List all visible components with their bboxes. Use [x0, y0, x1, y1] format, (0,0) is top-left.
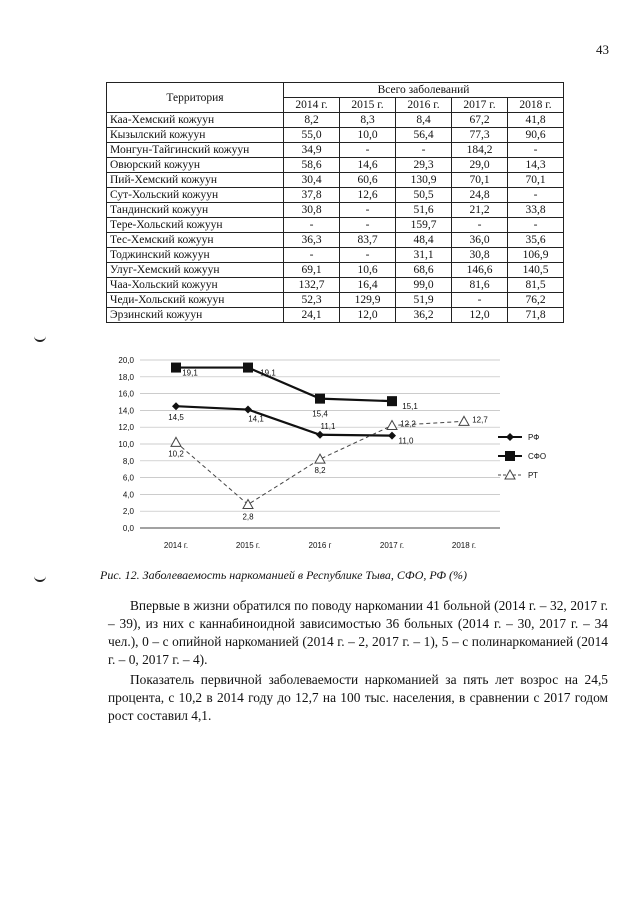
table-row: [107, 158, 564, 173]
table-row: [107, 278, 564, 293]
data-point: [459, 416, 469, 425]
value-cell: 36,2: [396, 308, 452, 323]
value-cell: 76,2: [508, 293, 564, 308]
value-cell: 8,2: [284, 113, 340, 128]
value-cell: -: [452, 293, 508, 308]
y-tick-label: 10,0: [118, 440, 134, 449]
data-label: 11,1: [320, 421, 336, 431]
data-label: 2,8: [242, 512, 254, 522]
value-cell: 37,8: [284, 188, 340, 203]
page-number: 43: [596, 42, 609, 57]
table-row: [107, 248, 564, 263]
value-cell: 51,9: [396, 293, 452, 308]
table-body: [107, 113, 564, 323]
y-tick-label: 6,0: [122, 473, 134, 483]
value-cell: -: [340, 203, 396, 218]
value-cell: 31,1: [396, 248, 452, 263]
paragraph-first-cases: Впервые в жизни обратился по поводу наркомании 41 больной (2014 г. – 32, 2017 г. – 39), из них с каннабиноидной зависимостью 36 больных (2014 г. – 30, 2017 г. – 34 чел.), 0 – с опийной наркоманией (2014 г. – 2, 2017 г. – 1), 5 – с полинаркоманией (2014 г. – 0, 2017 г. – 4).: [108, 598, 608, 667]
data-label: 19,1: [182, 368, 198, 378]
y-tick-label: 14,0: [118, 406, 134, 416]
y-tick-label: 18,0: [118, 372, 134, 382]
value-cell: 55,0: [284, 128, 340, 143]
value-cell: 14,6: [340, 158, 396, 173]
y-tick-label: 8,0: [122, 456, 134, 466]
paragraph-growth: Показатель первичной заболеваемости наркоманией за пять лет возрос на 24,5 процента, с 10,2 в 2014 году до 12,7 на 100 тыс. населения, в сравнении с 2017 годом рост составил 4,1.: [108, 672, 608, 723]
table-row: [107, 308, 564, 323]
legend-label: РТ: [528, 471, 538, 480]
series-line-2: [176, 368, 392, 402]
y-tick-label: 0,0: [122, 524, 134, 533]
table-header-row: [107, 83, 564, 98]
value-cell: 132,7: [284, 278, 340, 293]
group-header: Всего заболеваний: [284, 83, 564, 98]
year-header: 2014 г.: [284, 98, 340, 113]
value-cell: 140,5: [508, 263, 564, 278]
data-point: [243, 363, 253, 373]
territory-cell: Овюрский кожуун: [107, 158, 284, 173]
value-cell: 81,6: [452, 278, 508, 293]
value-cell: 10,6: [340, 263, 396, 278]
table-row: [107, 218, 564, 233]
table-row: [107, 263, 564, 278]
data-point: [387, 421, 397, 430]
value-cell: 36,3: [284, 233, 340, 248]
value-cell: 30,4: [284, 173, 340, 188]
value-cell: 130,9: [396, 173, 452, 188]
data-label: 8,2: [314, 466, 326, 476]
data-label: 12,2: [400, 419, 416, 429]
value-cell: -: [452, 218, 508, 233]
value-cell: 99,0: [396, 278, 452, 293]
territory-cell: Чаа-Хольский кожуун: [107, 278, 284, 293]
table-row: [107, 233, 564, 248]
value-cell: 129,9: [340, 293, 396, 308]
value-cell: -: [340, 248, 396, 263]
table-row: [107, 188, 564, 203]
value-cell: 35,6: [508, 233, 564, 248]
value-cell: 52,3: [284, 293, 340, 308]
territory-cell: Тере-Хольский кожуун: [107, 218, 284, 233]
value-cell: 81,5: [508, 278, 564, 293]
value-cell: 41,8: [508, 113, 564, 128]
value-cell: 12,0: [452, 308, 508, 323]
data-label: 14,1: [248, 414, 264, 424]
value-cell: 12,0: [340, 308, 396, 323]
data-point: [171, 437, 181, 446]
year-header: 2016 г.: [396, 98, 452, 113]
territory-cell: Сут-Хольский кожуун: [107, 188, 284, 203]
territory-cell: Тандинский кожуун: [107, 203, 284, 218]
value-cell: 51,6: [396, 203, 452, 218]
morbidity-table: [106, 82, 564, 323]
x-tick-label: 2014 г.: [163, 541, 189, 550]
value-cell: -: [396, 143, 452, 158]
table-row: [107, 143, 564, 158]
table-row: [107, 293, 564, 308]
value-cell: 14,3: [508, 158, 564, 173]
legend-label: СФО: [528, 452, 547, 461]
territory-header: Территория: [107, 83, 284, 113]
value-cell: 24,8: [452, 188, 508, 203]
value-cell: 106,9: [508, 248, 564, 263]
value-cell: 50,5: [396, 188, 452, 203]
y-tick-label: 16,0: [118, 389, 134, 399]
data-point: [388, 432, 396, 440]
value-cell: 56,4: [396, 128, 452, 143]
value-cell: 30,8: [284, 203, 340, 218]
territory-cell: Пий-Хемский кожуун: [107, 173, 284, 188]
value-cell: 146,6: [452, 263, 508, 278]
data-label: 11,0: [398, 436, 414, 446]
x-tick-label: 2017 г.: [379, 541, 405, 550]
y-tick-label: 20,0: [118, 356, 134, 365]
territory-cell: Тес-Хемский кожуун: [107, 233, 284, 248]
data-point: [171, 363, 181, 373]
value-cell: 70,1: [508, 173, 564, 188]
territory-cell: Улуг-Хемский кожуун: [107, 263, 284, 278]
data-label: 19,1: [260, 368, 276, 378]
value-cell: -: [284, 248, 340, 263]
data-point: [315, 394, 325, 404]
value-cell: 67,2: [452, 113, 508, 128]
value-cell: 12,6: [340, 188, 396, 203]
year-header: 2015 г.: [340, 98, 396, 113]
territory-cell: Каа-Хемский кожуун: [107, 113, 284, 128]
table-row: [107, 173, 564, 188]
value-cell: 29,0: [452, 158, 508, 173]
figure-caption: Рис. 12. Заболеваемость наркоманией в Республике Тыва, СФО, РФ (%): [100, 568, 468, 582]
value-cell: 90,6: [508, 128, 564, 143]
value-cell: 83,7: [340, 233, 396, 248]
y-tick-label: 4,0: [122, 490, 134, 500]
data-point: [387, 396, 397, 406]
territory-cell: Эрзинский кожуун: [107, 308, 284, 323]
territory-cell: Кызылский кожуун: [107, 128, 284, 143]
data-label: 14,5: [168, 413, 184, 423]
y-tick-label: 12,0: [118, 423, 134, 433]
data-label: 15,1: [402, 402, 418, 412]
value-cell: -: [340, 143, 396, 158]
scan-mark: [34, 334, 46, 342]
value-cell: 8,3: [340, 113, 396, 128]
value-cell: 33,8: [508, 203, 564, 218]
table-row: [107, 203, 564, 218]
value-cell: 34,9: [284, 143, 340, 158]
value-cell: 70,1: [452, 173, 508, 188]
year-header: 2017 г.: [452, 98, 508, 113]
territory-cell: Тоджинский кожуун: [107, 248, 284, 263]
value-cell: 24,1: [284, 308, 340, 323]
x-tick-label: 2015 г.: [235, 541, 261, 550]
value-cell: -: [508, 188, 564, 203]
value-cell: 21,2: [452, 203, 508, 218]
value-cell: 16,4: [340, 278, 396, 293]
value-cell: 60,6: [340, 173, 396, 188]
data-point: [316, 431, 324, 439]
legend-marker: [505, 451, 515, 461]
data-label: 10,2: [168, 449, 184, 459]
value-cell: 68,6: [396, 263, 452, 278]
value-cell: -: [340, 218, 396, 233]
territory-cell: Монгун-Тайгинский кожуун: [107, 143, 284, 158]
y-tick-label: 2,0: [122, 507, 134, 517]
data-point: [315, 454, 325, 463]
value-cell: 29,3: [396, 158, 452, 173]
value-cell: 159,7: [396, 218, 452, 233]
value-cell: 71,8: [508, 308, 564, 323]
value-cell: 58,6: [284, 158, 340, 173]
x-tick-label: 2018 г.: [451, 541, 477, 550]
value-cell: 184,2: [452, 143, 508, 158]
x-tick-label: 2016 г: [308, 541, 332, 550]
legend-label: РФ: [528, 433, 540, 442]
year-header: 2018 г.: [508, 98, 564, 113]
scan-mark: [34, 574, 46, 582]
data-label: 15,4: [312, 409, 328, 419]
table-row: [107, 128, 564, 143]
value-cell: -: [508, 218, 564, 233]
legend-marker: [506, 433, 514, 441]
value-cell: 48,4: [396, 233, 452, 248]
value-cell: -: [508, 143, 564, 158]
data-label: 12,7: [472, 415, 488, 425]
value-cell: 69,1: [284, 263, 340, 278]
data-point: [243, 499, 253, 508]
value-cell: 10,0: [340, 128, 396, 143]
data-point: [244, 406, 252, 414]
table-row: [107, 113, 564, 128]
data-point: [172, 402, 180, 410]
value-cell: 36,0: [452, 233, 508, 248]
morbidity-chart: [100, 350, 547, 560]
value-cell: -: [284, 218, 340, 233]
value-cell: 30,8: [452, 248, 508, 263]
value-cell: 8,4: [396, 113, 452, 128]
territory-cell: Чеди-Хольский кожуун: [107, 293, 284, 308]
value-cell: 77,3: [452, 128, 508, 143]
